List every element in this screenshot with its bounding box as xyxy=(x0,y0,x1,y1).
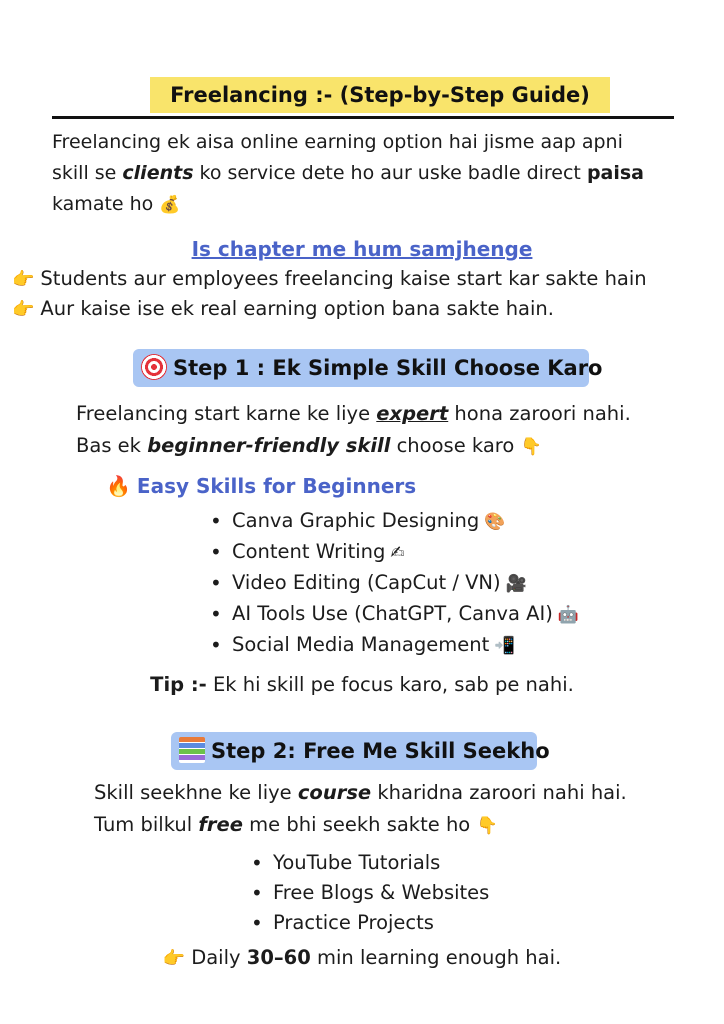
title-divider xyxy=(52,116,674,119)
skill-label: AI Tools Use (ChatGPT, Canva AI) xyxy=(232,602,553,625)
list-item xyxy=(208,630,579,661)
step-2-text: Skill seekhne ke liye xyxy=(94,781,298,804)
step-1-text: Freelancing start karne ke liye xyxy=(76,402,377,425)
list-item xyxy=(208,537,579,568)
robot-icon: 🤖 xyxy=(557,605,579,625)
step-1-text: Bas ek xyxy=(76,434,148,457)
step-2-line-1 xyxy=(94,777,627,809)
emphasis-beginner-friendly: beginner-friendly skill xyxy=(147,434,391,457)
intro-paragraph xyxy=(52,127,702,221)
list-item: • Practice Projects xyxy=(249,908,489,938)
intro-emphasis-clients: clients xyxy=(122,162,194,184)
page-title: Freelancing :- (Step-by-Step Guide) xyxy=(150,77,610,113)
step-1-heading xyxy=(133,349,603,387)
skills-list xyxy=(208,506,579,661)
step-2-text: kharidna zaroori nahi hai. xyxy=(371,781,627,804)
skill-label: Canva Graphic Designing xyxy=(232,509,480,532)
pointing-hand-icon: 👉 xyxy=(12,269,35,290)
video-camera-icon: 🎥 xyxy=(505,574,527,594)
step-1-title: Step 1 : Ek Simple Skill Choose Karo xyxy=(173,356,603,380)
intro-line-1: Freelancing ek aisa online earning option hai jisme aap apni xyxy=(52,131,623,153)
daily-minutes: 30–60 xyxy=(246,946,311,969)
step-2-title: Step 2: Free Me Skill Seekho xyxy=(211,739,550,763)
books-icon xyxy=(179,737,205,763)
step-1-paragraph xyxy=(76,398,631,463)
chapter-point-text: Aur kaise ise ek real earning option bana sakte hain. xyxy=(40,297,554,320)
emphasis-free: free xyxy=(198,813,243,836)
emphasis-expert: expert xyxy=(376,402,449,425)
pointing-down-icon: 👇 xyxy=(476,816,498,836)
list-item: • Free Blogs & Websites xyxy=(249,878,489,908)
intro-text: skill se xyxy=(52,162,123,184)
pointing-hand-icon: 👉 xyxy=(12,299,35,320)
pointing-hand-icon: 👉 xyxy=(162,948,186,969)
skill-label: Content Writing xyxy=(232,540,386,563)
step-2-line-2 xyxy=(94,809,627,842)
list-item: • YouTube Tutorials xyxy=(249,848,489,878)
intro-line-3 xyxy=(52,189,702,221)
step-2-text: me bhi seekh sakte ho xyxy=(242,813,471,836)
palette-icon: 🎨 xyxy=(484,512,506,532)
fire-icon: 🔥 xyxy=(106,474,131,498)
pointing-down-icon: 👇 xyxy=(520,437,542,457)
chapter-point xyxy=(12,267,647,290)
daily-text: Daily xyxy=(191,946,247,969)
step-1-text: hona zaroori nahi. xyxy=(448,402,631,425)
tip-text: Ek hi skill pe focus karo, sab pe nahi. xyxy=(206,673,574,696)
daily-text: min learning enough hai. xyxy=(310,946,562,969)
target-icon xyxy=(141,354,167,380)
intro-text: kamate ho xyxy=(52,193,154,215)
step-2-heading xyxy=(171,732,550,770)
easy-skills-title: Easy Skills for Beginners xyxy=(136,474,417,498)
skill-label: Video Editing (CapCut / VN) xyxy=(232,571,501,594)
intro-line-2 xyxy=(52,158,702,189)
step-2-paragraph xyxy=(94,777,627,842)
daily-learning-tip xyxy=(0,946,724,969)
step-2-text: Tum bilkul xyxy=(94,813,199,836)
mobile-arrow-icon: 📲 xyxy=(494,636,516,656)
list-item xyxy=(208,568,579,599)
emphasis-course: course xyxy=(297,781,372,804)
money-bag-icon: 💰 xyxy=(159,195,181,215)
easy-skills-heading xyxy=(106,474,416,498)
step-1-line-2 xyxy=(76,430,631,463)
chapter-heading: Is chapter me hum samjhenge xyxy=(191,237,533,261)
step-1-text: choose karo xyxy=(390,434,515,457)
step-1-line-1 xyxy=(76,398,631,430)
resources-list xyxy=(249,848,489,938)
intro-text: ko service dete ho aur uske badle direct xyxy=(193,162,587,184)
chapter-point-text: Students aur employees freelancing kaise start kar sakte hain xyxy=(40,267,647,290)
chapter-point xyxy=(12,297,554,320)
list-item xyxy=(208,599,579,630)
list-item xyxy=(208,506,579,537)
tip-line xyxy=(0,673,724,696)
intro-emphasis-paisa: paisa xyxy=(586,162,645,184)
skill-label: Social Media Management xyxy=(232,633,490,656)
tip-label: Tip :- xyxy=(150,673,207,696)
writing-hand-icon: ✍ xyxy=(390,543,405,563)
